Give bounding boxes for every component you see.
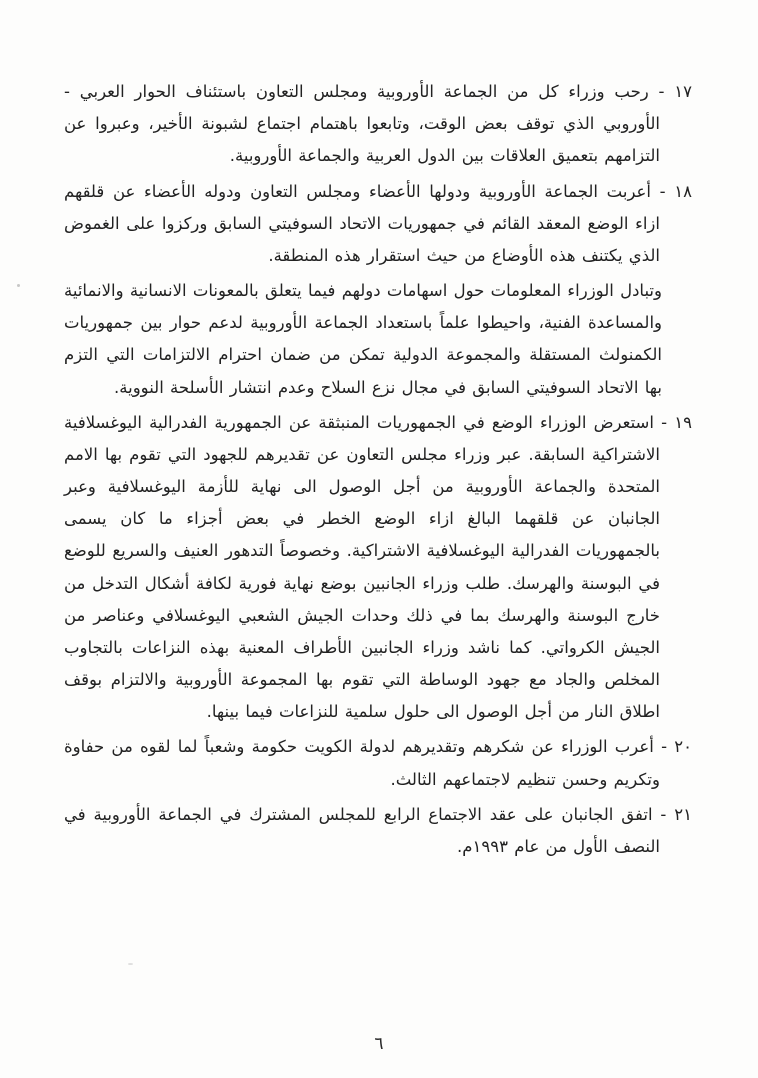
paragraph-text: أعرب الوزراء عن شكرهم وتقديرهم لدولة الكويت حكومة وشعباً لما لقوه من حفاوة وتكريم وحسن تنظيم لاجتماعهم الثالث. [64,737,660,789]
paragraph-17 [64,76,692,173]
item-number: ١٨ - [650,181,692,201]
paragraph-20 [64,731,692,795]
item-number: ١٧ - [648,82,692,101]
item-number: ٢١ - [652,804,692,824]
paragraph-21 [64,799,692,863]
paragraph-text: رحب وزراء كل من الجماعة الأوروبية ومجلس التعاون باستئناف الحوار العربي - الأوروبي الذي توقف بعض الوقت، وتابعوا باهتمام اجتماع لشبونة الأخير، وعبروا عن التزامهم بتعميق العلاقات بين الدول العربية والجماعة الأوروبية. [64,82,660,166]
item-number: ٢٠ - [653,737,692,757]
paragraph-18 [64,176,692,273]
scan-speck [17,284,20,287]
item-number: ١٩ - [653,412,692,432]
paragraph-text: اتفق الجانبان على عقد الاجتماع الرابع للمجلس المشترك في الجماعة الأوروبية في النصف الأول من عام ١٩٩٣م. [64,804,660,856]
paragraph-text: استعرض الوزراء الوضع في الجمهوريات المنبثقة عن الجمهورية الفدرالية اليوغسلافية الاشتراكية السابقة. عبر وزراء مجلس التعاون عن تقديرهم للجهود التي تقوم بها الامم المتحدة والجماعة الأوروبية من أجل الوصول الى نهاية للأزمة اليوغسلافية وعبر الجانبان عن قلقهما البالغ ازاء الوضع الخطر في بعض أجزاء ما كان يسمى بالجمهوريات الفدرالية اليوغسلافية الاشتراكية. وخصوصاً التدهور العنيف والسريع للوضع في البوسنة والهرسك. طلب وزراء الجانبين بوضع نهاية فورية لكافة أشكال التدخل من خارج البوسنة والهرسك بما في ذلك وحدات الجيش الشعبي اليوغسلافي وعناصر من الجيش الكرواتي. كما ناشد وزراء الجانبين الأطراف المعنية بهذه النزاعات بالتجاوب المخلص والجاد مع جهود الوساطة التي تقوم بها المجموعة الأوروبية والالتزام بوقف اطلاق النار من أجل الوصول الى حلول سلمية للنزاعات فيما بينها. [64,412,660,722]
scan-speck [128,963,133,965]
document-body [64,76,692,866]
paragraph-19 [64,407,692,729]
paragraph-text: أعربت الجماعة الأوروبية ودولها الأعضاء ومجلس التعاون ودوله الأعضاء عن قلقهم ازاء الوضع المعقد القائم في جمهوريات الاتحاد السوفيتي السابق وركزوا على الغموض الذي يكتنف هذه الأوضاع من حيث استقرار هذه المنطقة. [64,181,660,265]
paragraph-text: وتبادل الوزراء المعلومات حول اسهامات دولهم فيما يتعلق بالمعونات الانسانية والانمائية والمساعدة الفنية، واحيطوا علماً باستعداد الجماعة الأوروبية لدعم حوار بين جمهوريات الكمنولث المستقلة والمجموعة الدولية تمكن من ضمان احترام الالتزامات التي التزم بها الاتحاد السوفيتي السابق في مجال نزع السلاح وعدم انتشار الأسلحة النووية. [64,281,662,397]
paragraph-18-continued [64,275,692,404]
page-number: ٦ [374,1034,384,1054]
